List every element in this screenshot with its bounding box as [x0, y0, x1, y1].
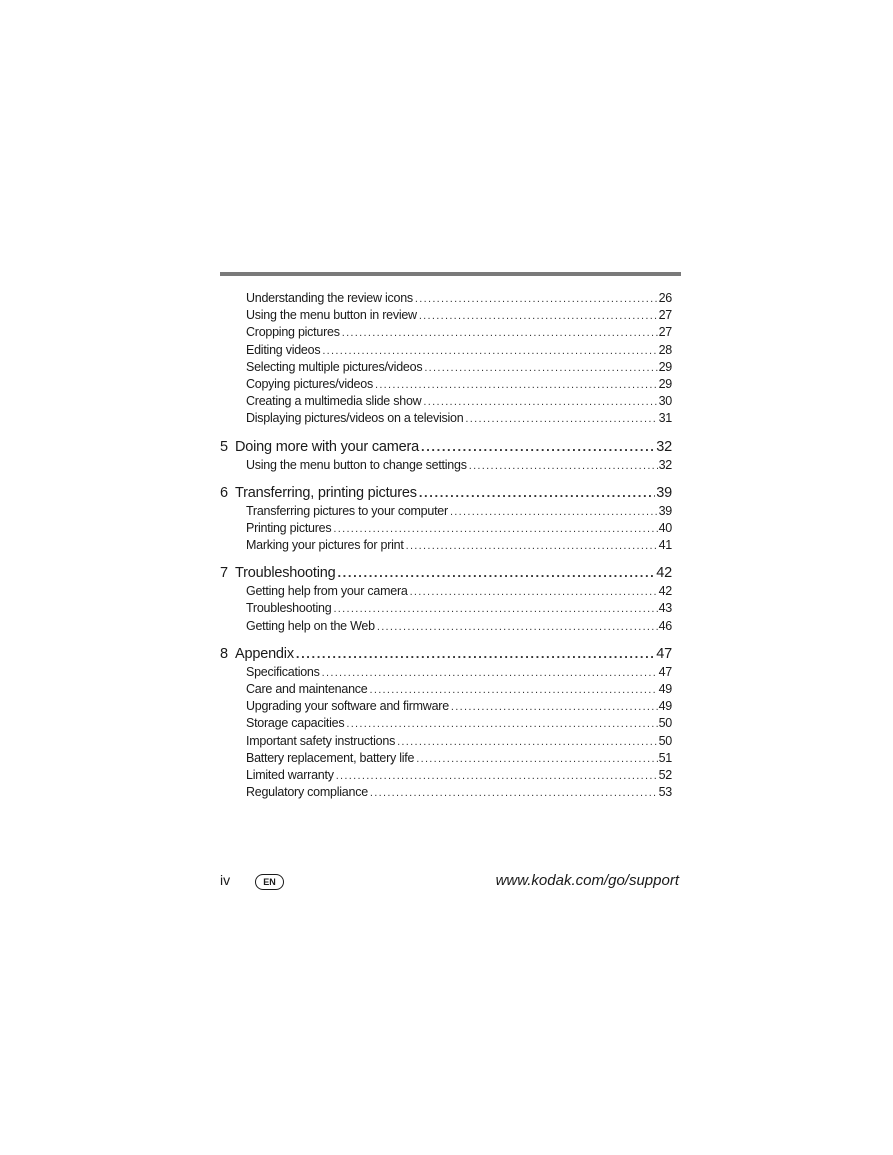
toc-entry-page: 49	[658, 699, 672, 714]
toc-entry-page: 28	[658, 342, 672, 357]
dot-leader	[423, 394, 657, 411]
toc-entry[interactable]	[220, 503, 672, 520]
toc-chapter-heading[interactable]	[220, 437, 672, 457]
toc-entry-page: 50	[658, 716, 672, 731]
toc-entry-title: Getting help from your camera	[246, 584, 408, 599]
toc-entry-title: Storage capacities	[246, 716, 345, 731]
toc-entry[interactable]	[220, 342, 672, 359]
toc-entry-title: Editing videos	[246, 342, 321, 357]
toc-entry[interactable]	[220, 600, 672, 617]
toc-entry[interactable]	[220, 767, 672, 784]
chapter-number: 6	[220, 484, 228, 501]
dot-leader	[337, 563, 655, 583]
toc-entry-title: Battery replacement, battery life	[246, 750, 415, 765]
dot-leader	[465, 411, 657, 428]
toc-entry-title: Important safety instructions	[246, 733, 396, 748]
toc-entry-title: Transferring pictures to your computer	[246, 503, 448, 518]
toc-entry-page: 40	[658, 520, 672, 535]
toc-entry-title: Troubleshooting	[246, 601, 332, 616]
toc-entry-page: 47	[658, 664, 672, 679]
chapter-number: 5	[220, 438, 228, 455]
chapter-number: 8	[220, 645, 228, 662]
toc-entry-page: 29	[658, 376, 672, 391]
toc-entry-page: 27	[658, 308, 672, 323]
toc-entry-page: 41	[658, 538, 672, 553]
toc-entry-title: Upgrading your software and firmware	[246, 699, 449, 714]
toc-entry[interactable]	[220, 698, 672, 715]
dot-leader	[421, 437, 655, 457]
toc-chapter-heading[interactable]	[220, 644, 672, 664]
toc-entry[interactable]	[220, 410, 672, 427]
toc-entry[interactable]	[220, 520, 672, 537]
dot-leader	[369, 682, 657, 699]
dot-leader	[377, 619, 658, 636]
toc-entry-page: 52	[658, 767, 672, 782]
toc-entry-page: 39	[658, 503, 672, 518]
dot-leader	[342, 325, 658, 342]
dot-leader	[375, 377, 658, 394]
dot-leader	[419, 308, 658, 325]
chapter-page: 42	[656, 565, 672, 582]
toc-entry[interactable]	[220, 537, 672, 554]
toc-entry[interactable]	[220, 359, 672, 376]
support-url[interactable]: www.kodak.com/go/support	[495, 872, 679, 889]
toc-entry-page: 50	[658, 733, 672, 748]
toc-entry-page: 53	[658, 785, 672, 800]
toc-entry-page: 32	[658, 457, 672, 472]
toc-entry-title: Limited warranty	[246, 767, 334, 782]
toc-entry-page: 46	[658, 618, 672, 633]
toc-entry-page: 29	[658, 359, 672, 374]
dot-leader	[416, 751, 657, 768]
toc-entry-title: Understanding the review icons	[246, 291, 413, 305]
dot-leader	[346, 716, 657, 733]
toc-entry-title: Regulatory compliance	[246, 785, 368, 800]
dot-leader	[296, 644, 655, 664]
dot-leader	[451, 699, 658, 716]
dot-leader	[397, 734, 658, 751]
chapter-number: 7	[220, 565, 228, 582]
chapter-title: Troubleshooting	[235, 565, 336, 582]
chapter-page: 39	[656, 484, 672, 501]
dot-leader	[333, 601, 657, 618]
toc-entry[interactable]	[220, 681, 672, 698]
toc-entry[interactable]	[220, 393, 672, 410]
toc-chapter-heading[interactable]	[220, 483, 672, 503]
language-badge: EN	[255, 874, 284, 890]
toc-entry-page: 31	[658, 411, 672, 426]
toc-entry[interactable]	[220, 583, 672, 600]
toc-entry[interactable]	[220, 376, 672, 393]
toc-entry-page: 27	[658, 325, 672, 340]
toc-entry-page: 42	[658, 584, 672, 599]
toc-entry[interactable]	[220, 733, 672, 750]
toc-entry-title: Getting help on the Web	[246, 618, 375, 633]
table-of-contents	[220, 290, 672, 801]
toc-entry[interactable]	[220, 664, 672, 681]
toc-entry-title: Creating a multimedia slide show	[246, 394, 422, 409]
toc-entry-title: Displaying pictures/videos on a television	[246, 411, 464, 426]
dot-leader	[322, 343, 657, 360]
toc-entry-page: 43	[658, 601, 672, 616]
toc-entry-title: Copying pictures/videos	[246, 376, 373, 391]
dot-leader	[424, 360, 657, 377]
toc-entry-title: Selecting multiple pictures/videos	[246, 359, 423, 374]
dot-leader	[370, 785, 658, 802]
dot-leader	[415, 291, 658, 308]
toc-entry-title: Using the menu button in review	[246, 308, 417, 323]
chapter-page: 47	[656, 645, 672, 662]
toc-entry-title: Cropping pictures	[246, 325, 340, 340]
dot-leader	[333, 521, 657, 538]
toc-continued-entries	[220, 290, 672, 428]
dot-leader	[419, 483, 655, 503]
dot-leader	[322, 665, 658, 682]
toc-entry-title: Printing pictures	[246, 520, 332, 535]
dot-leader	[406, 538, 658, 555]
toc-entry-page: 51	[658, 750, 672, 765]
toc-entry[interactable]	[220, 715, 672, 732]
chapter-title: Transferring, printing pictures	[235, 484, 417, 501]
toc-entry-title: Marking your pictures for print	[246, 538, 404, 553]
dot-leader	[336, 768, 658, 785]
toc-entry-page: 49	[658, 682, 672, 696]
toc-entry[interactable]	[220, 784, 672, 801]
toc-entry[interactable]	[220, 457, 672, 474]
toc-entry[interactable]	[220, 290, 672, 307]
toc-entry-page: 30	[658, 394, 672, 409]
toc-entry-title: Specifications	[246, 664, 320, 679]
toc-entry-title: Using the menu button to change settings	[246, 457, 467, 472]
toc-entry-page: 26	[658, 291, 672, 305]
toc-entry[interactable]	[220, 324, 672, 341]
toc-entry[interactable]	[220, 307, 672, 324]
chapter-title: Appendix	[235, 645, 294, 662]
toc-chapters	[220, 437, 672, 802]
toc-chapter-heading[interactable]	[220, 563, 672, 583]
toc-entry[interactable]	[220, 750, 672, 767]
chapter-page: 32	[656, 438, 672, 455]
toc-entry[interactable]	[220, 618, 672, 635]
chapter-title: Doing more with your camera	[235, 438, 419, 455]
dot-leader	[450, 504, 658, 521]
dot-leader	[410, 584, 658, 601]
toc-entry-title: Care and maintenance	[246, 682, 368, 696]
page-footer	[220, 872, 679, 892]
page-number: iv	[220, 872, 231, 888]
header-rule	[220, 272, 681, 276]
dot-leader	[469, 458, 658, 475]
